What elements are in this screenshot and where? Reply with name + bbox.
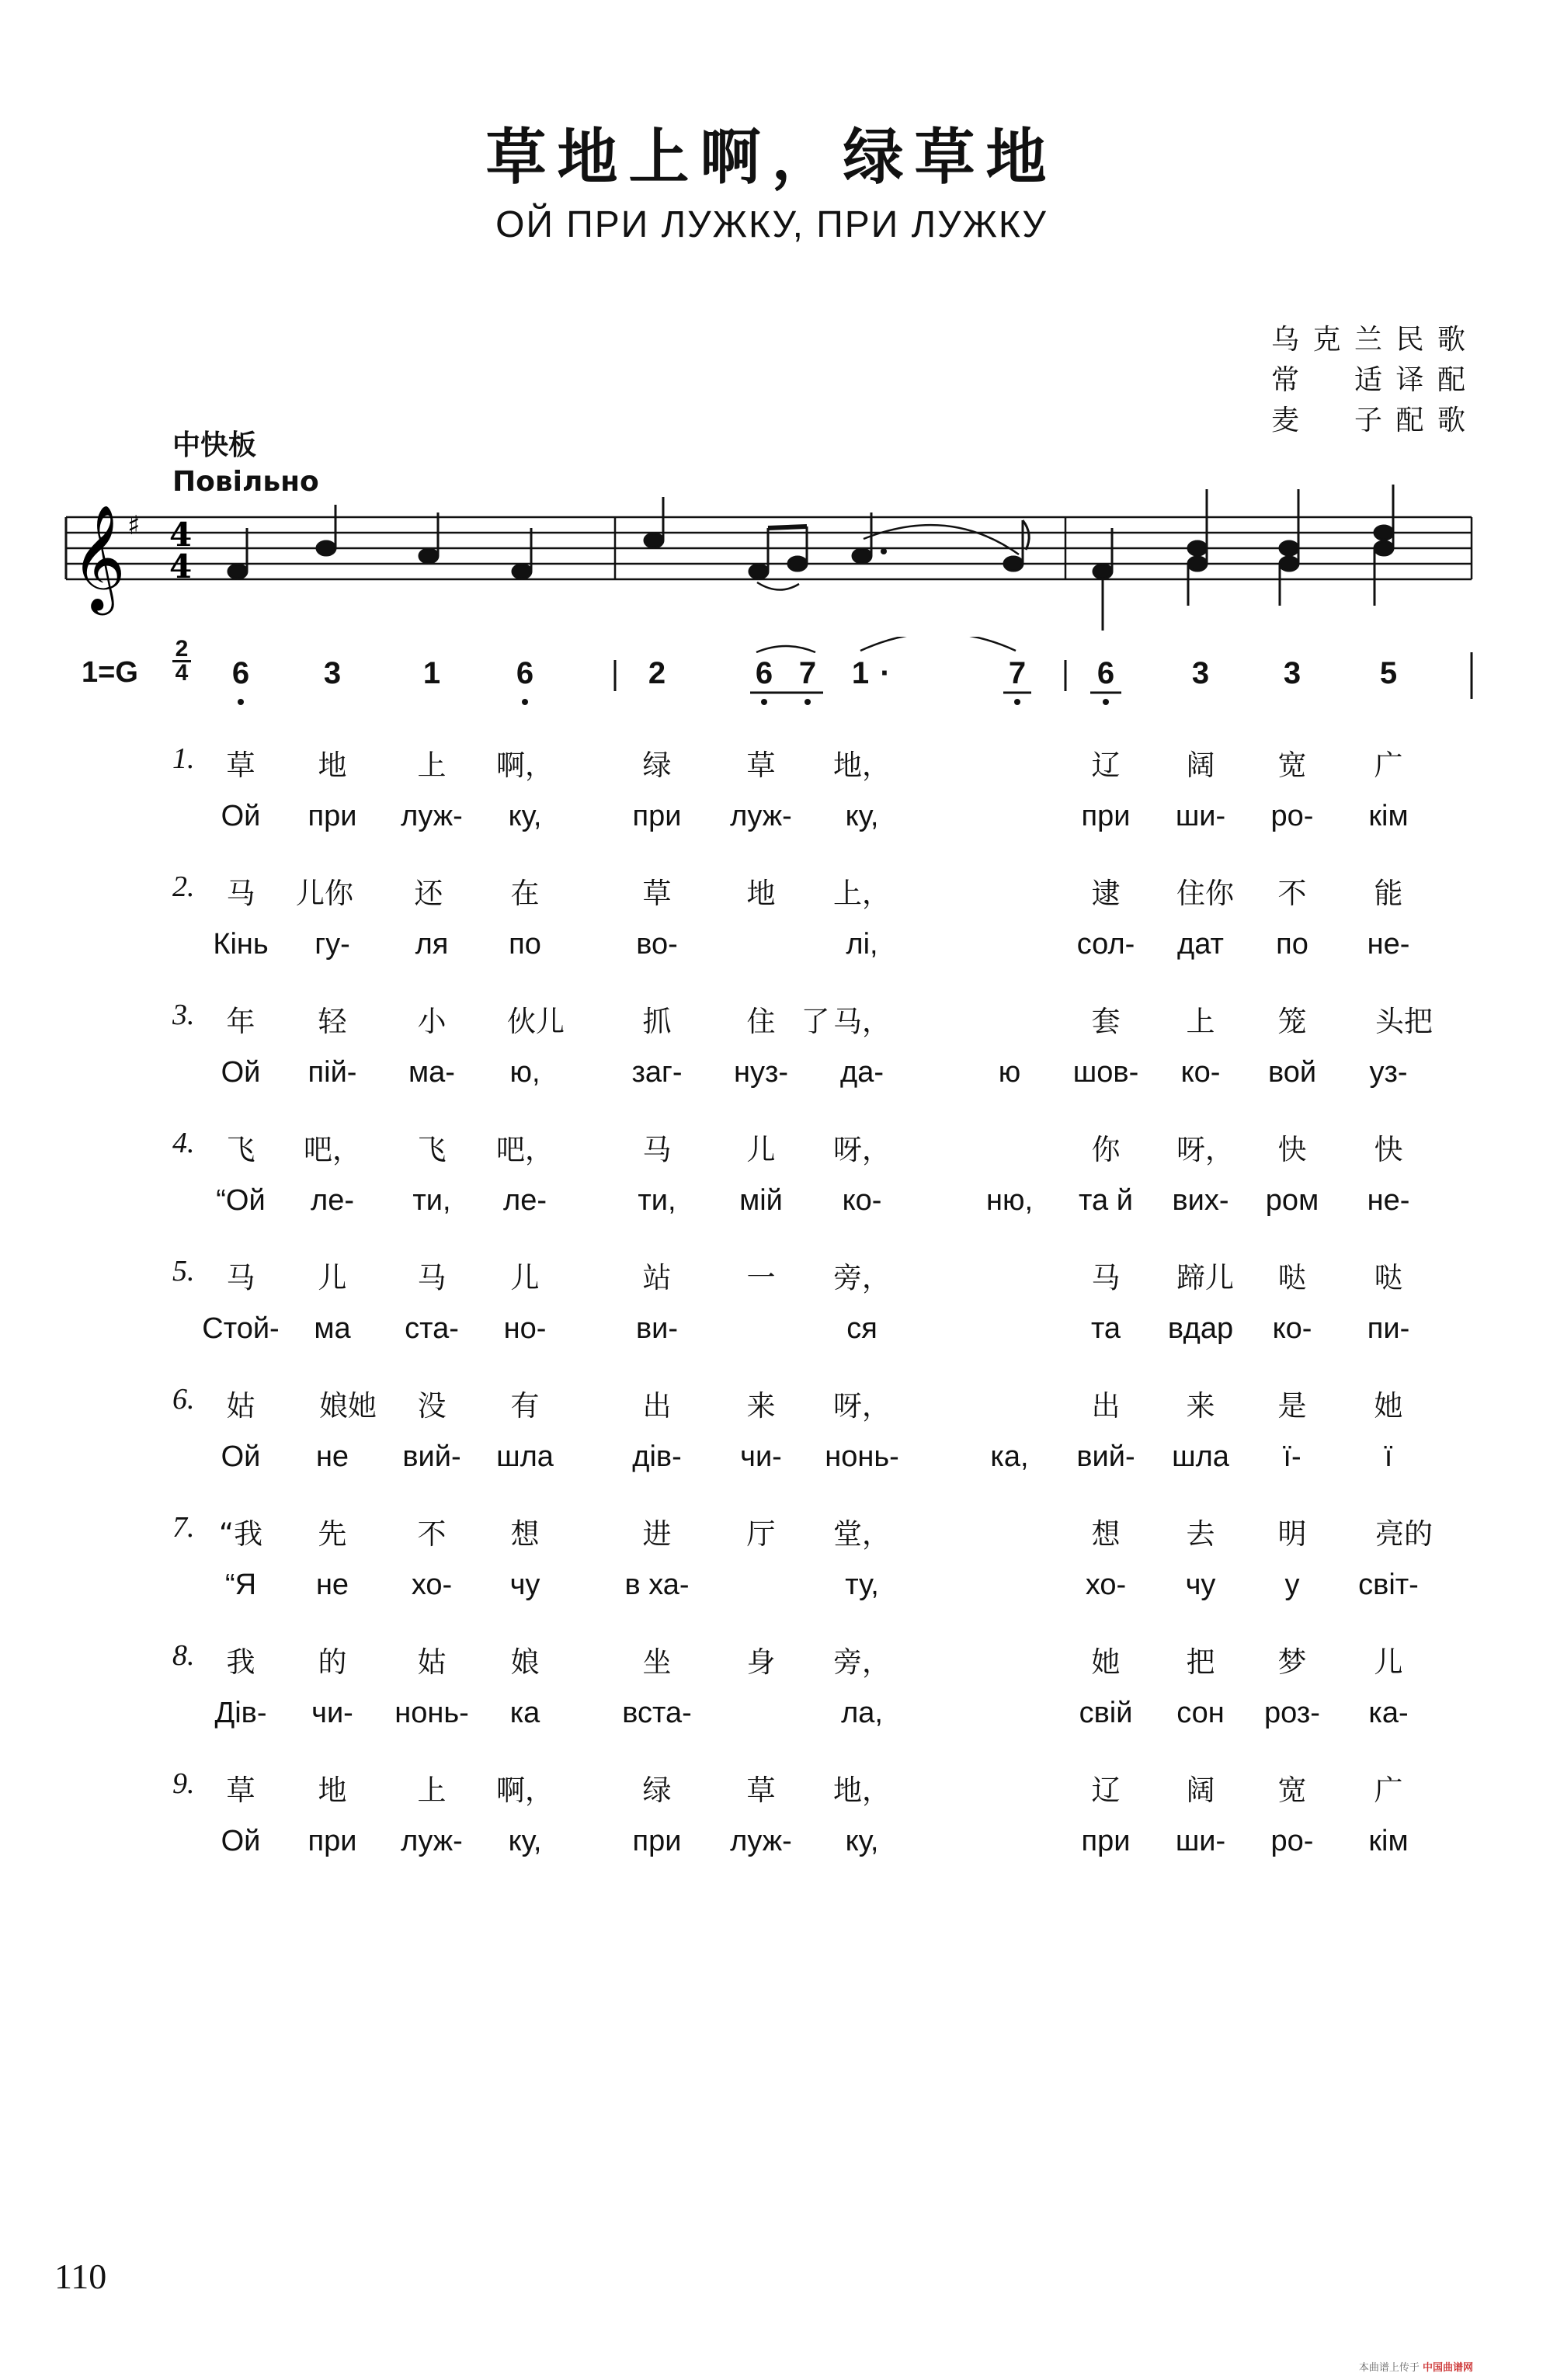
lyric-ua: луж- xyxy=(401,800,463,832)
jianpu-note: 6 xyxy=(755,656,773,690)
lyric-zh: 一 xyxy=(746,1261,776,1294)
lyric-zh: 能 xyxy=(1374,877,1403,910)
jianpu-note: 7 xyxy=(798,656,817,690)
lyric-ua: ку, xyxy=(508,1825,542,1857)
lyric-ua: та xyxy=(1090,1312,1121,1345)
lyric-ua: ї xyxy=(1384,1440,1393,1473)
jianpu-note: 7 xyxy=(1008,656,1027,690)
lyric-zh: 绿 xyxy=(642,1774,672,1807)
lyric-ua: ку, xyxy=(508,800,542,832)
lyric-zh: 草 xyxy=(642,877,672,910)
lyric-ua: ля xyxy=(415,928,449,961)
note-head xyxy=(419,549,438,563)
lyric-ua: ко- xyxy=(1180,1056,1221,1089)
lyric-ua: хо- xyxy=(411,1569,453,1601)
note-head xyxy=(1188,557,1207,571)
lyric-zh: 地 xyxy=(318,749,347,782)
lyric-zh: 辽 xyxy=(1091,749,1121,782)
lyric-zh: 阔 xyxy=(1186,749,1215,782)
lyric-ua: у xyxy=(1284,1569,1300,1601)
lyric-ua: ти, xyxy=(412,1184,451,1217)
lyric-zh: 想 xyxy=(510,1517,540,1551)
note-head xyxy=(228,565,247,578)
note-head xyxy=(513,565,531,578)
sharp-icon: ♯ xyxy=(127,510,141,541)
lyric-ua: ле- xyxy=(503,1184,547,1217)
lyric-ua: вий- xyxy=(402,1440,461,1473)
lyric-zh: 是 xyxy=(1277,1389,1307,1423)
lyric-ua: не- xyxy=(1367,928,1410,961)
lyric-ua: ро- xyxy=(1270,1825,1314,1857)
lyric-ua: кім xyxy=(1368,1825,1409,1857)
lyric-zh: 亮的 xyxy=(1375,1517,1433,1551)
lyric-zh: 飞 xyxy=(417,1133,447,1166)
lyric-zh: 旁， xyxy=(833,1645,891,1679)
lyric-zh: 梦 xyxy=(1277,1645,1307,1679)
lyric-ua: ню, xyxy=(985,1184,1034,1217)
lyric-zh: 蹄儿 xyxy=(1176,1261,1234,1294)
lyric-zh: 笼 xyxy=(1277,1005,1307,1038)
lyric-zh: 了 xyxy=(801,1005,830,1038)
lyric-ua: дат xyxy=(1177,928,1224,961)
lyric-ua: по xyxy=(1276,928,1308,961)
lyric-zh: 不 xyxy=(1277,877,1307,910)
lyric-ua: ї- xyxy=(1283,1440,1301,1473)
lyric-zh: 地， xyxy=(833,1774,891,1807)
lyric-ua: нонь- xyxy=(825,1440,899,1473)
note-head xyxy=(1004,557,1023,571)
lyric-ua: нонь- xyxy=(394,1697,469,1729)
lyric-zh: 草 xyxy=(226,749,255,782)
lyric-zh: 把 xyxy=(1186,1645,1215,1679)
lyric-zh: 姑 xyxy=(226,1389,255,1423)
verse-number: 7. xyxy=(172,1511,195,1544)
lyric-zh: 马， xyxy=(833,1005,891,1038)
lyric-zh: 吧， xyxy=(304,1133,361,1166)
note-head xyxy=(317,541,335,555)
watermark xyxy=(1359,2359,1473,2374)
lyric-zh: 草 xyxy=(746,1774,776,1807)
lyric-ua: при xyxy=(632,800,682,832)
lyric-ua: при xyxy=(632,1825,682,1857)
lyric-zh: 儿 xyxy=(510,1261,540,1294)
credit-translator: 常 适译配 xyxy=(1271,364,1465,396)
lyric-zh: 草 xyxy=(226,1774,255,1807)
lyric-zh: 伙儿 xyxy=(507,1005,565,1038)
lyric-ua: ка, xyxy=(990,1440,1029,1473)
lyric-ua: ста- xyxy=(405,1312,459,1345)
note-head xyxy=(645,533,663,547)
lyric-zh: 宽 xyxy=(1277,1774,1307,1807)
lyric-ua: шов- xyxy=(1072,1056,1139,1089)
tempo-marking-chinese: 中快板 xyxy=(172,429,257,461)
lyric-ua: уз- xyxy=(1369,1056,1408,1089)
lyric-ua: Ой xyxy=(221,1440,261,1473)
lyric-ua: чи- xyxy=(311,1697,353,1729)
lyric-ua: чу xyxy=(509,1569,540,1601)
lyric-ua: світ- xyxy=(1358,1569,1419,1601)
lyric-ua: ро- xyxy=(1270,800,1314,832)
lyric-ua: вдар xyxy=(1167,1312,1234,1345)
jianpu-note: 6 xyxy=(231,656,250,690)
lyric-zh: 在 xyxy=(510,877,540,910)
song-title-chinese: 草地上啊，绿草地 xyxy=(485,123,1058,193)
lyric-ua: та й xyxy=(1079,1184,1133,1217)
tempo-marking-ukrainian: Повільно xyxy=(172,466,319,498)
lyric-zh: “我 xyxy=(218,1517,263,1551)
lyric-ua: вста- xyxy=(622,1697,692,1729)
jianpu-key: 1=G xyxy=(82,656,138,689)
staff-notation xyxy=(0,466,1543,645)
lyric-zh: 小 xyxy=(417,1005,447,1038)
lyric-zh: 儿 xyxy=(1374,1645,1403,1679)
lyric-zh: 儿 xyxy=(746,1133,776,1166)
lyric-ua: в ха- xyxy=(624,1569,690,1601)
lyric-ua: ти, xyxy=(638,1184,676,1217)
lyric-ua: чу xyxy=(1185,1569,1216,1601)
lyric-zh: 上 xyxy=(1186,1005,1215,1038)
lyric-ua: ко- xyxy=(842,1184,882,1217)
lyric-zh: 快 xyxy=(1277,1133,1307,1166)
lyric-ua: Ой xyxy=(221,1056,261,1089)
lyric-ua: хо- xyxy=(1085,1569,1127,1601)
lyric-ua: при xyxy=(308,1825,357,1857)
lyric-ua: дів- xyxy=(632,1440,682,1473)
lyric-ua: при xyxy=(1081,1825,1131,1857)
jianpu-markings xyxy=(0,637,1543,730)
lyric-zh: 儿 xyxy=(318,1261,347,1294)
credit-origin: 乌克兰民歌 xyxy=(1271,324,1465,356)
lyric-zh: 娘 xyxy=(510,1645,540,1679)
lyric-zh: 来 xyxy=(746,1389,776,1423)
time-bottom: 4 xyxy=(175,660,189,686)
lyric-ua: заг- xyxy=(631,1056,683,1089)
lyric-zh: 儿你 xyxy=(296,877,353,910)
lyric-zh: 明 xyxy=(1277,1517,1307,1551)
lyric-zh: 上， xyxy=(833,877,891,910)
verse-number: 8. xyxy=(172,1639,195,1672)
note-head xyxy=(1280,557,1298,571)
lyric-zh: 广 xyxy=(1374,749,1403,782)
note-head xyxy=(1374,526,1393,540)
song-title-ukrainian: ОЙ ПРИ ЛУЖКУ, ПРИ ЛУЖКУ xyxy=(495,204,1048,245)
lyric-zh: 还 xyxy=(414,877,443,910)
lyric-zh: 地 xyxy=(318,1774,347,1807)
lyric-ua: Кінь xyxy=(213,928,269,961)
verse-number: 6. xyxy=(172,1383,195,1416)
tie xyxy=(864,525,1019,554)
lyric-ua: да- xyxy=(840,1056,884,1089)
lyric-ua: не xyxy=(315,1569,349,1601)
lyric-zh: 马 xyxy=(226,877,255,910)
lyric-zh: 你 xyxy=(1091,1133,1121,1166)
lyric-ua: шла xyxy=(496,1440,554,1473)
lyric-zh: 马 xyxy=(1091,1261,1121,1294)
lyric-zh: 宽 xyxy=(1277,749,1307,782)
lyric-zh: 阔 xyxy=(1186,1774,1215,1807)
lyric-ua: ром xyxy=(1265,1184,1319,1217)
jianpu-note: 3 xyxy=(1191,656,1210,690)
lyric-ua: по xyxy=(509,928,541,961)
time-signature-top: 4 xyxy=(169,516,193,554)
lyric-ua: ле- xyxy=(311,1184,354,1217)
lyric-zh: 快 xyxy=(1374,1133,1403,1166)
lyric-zh: 上 xyxy=(417,749,447,782)
lyric-zh: 她 xyxy=(1091,1645,1121,1679)
lyric-zh: 不 xyxy=(417,1517,447,1551)
lyric-ua: “Ой xyxy=(216,1184,266,1217)
lyric-zh: 住你 xyxy=(1176,877,1234,910)
jianpu-note: 2 xyxy=(648,656,666,690)
time-top: 2 xyxy=(175,636,189,662)
lyric-zh: 呀， xyxy=(1176,1133,1234,1166)
lyric-ua: не- xyxy=(1367,1184,1410,1217)
jianpu-note: 5 xyxy=(1379,656,1398,690)
lyric-ua: ка xyxy=(509,1697,540,1729)
lyric-ua: сол- xyxy=(1076,928,1135,961)
lyric-zh: 绿 xyxy=(642,749,672,782)
lyric-zh: 站 xyxy=(642,1261,672,1294)
lyric-ua: луж- xyxy=(730,800,792,832)
lyric-ua: луж- xyxy=(730,1825,792,1857)
lyric-ua: ку, xyxy=(845,1825,879,1857)
lyric-ua: ю xyxy=(998,1056,1021,1089)
lyric-ua: Ой xyxy=(221,1825,261,1857)
watermark-prefix: 本曲谱上传于 xyxy=(1358,2362,1420,2374)
lyric-zh: 想 xyxy=(1091,1517,1121,1551)
lyric-zh: 呀， xyxy=(833,1389,891,1423)
credit-lyricist: 麦 子配歌 xyxy=(1271,405,1465,436)
lyric-ua: при xyxy=(1081,800,1131,832)
lyric-ua: гу- xyxy=(315,928,350,961)
verse-number: 9. xyxy=(172,1767,195,1800)
note-head xyxy=(1093,565,1112,578)
verse-number: 5. xyxy=(172,1255,195,1287)
lyric-ua: ся xyxy=(846,1312,877,1345)
lyric-ua: луж- xyxy=(401,1825,463,1857)
lyric-zh: 坐 xyxy=(642,1645,672,1679)
jianpu-note: 6 xyxy=(1096,656,1115,690)
note-head xyxy=(1374,541,1393,555)
time-signature-bottom: 4 xyxy=(169,547,193,585)
verse-number: 1. xyxy=(172,742,195,775)
lyric-zh: 来 xyxy=(1186,1389,1215,1423)
lyric-ua: мій xyxy=(739,1184,783,1217)
credits-block xyxy=(1271,320,1465,441)
lyric-zh: 抓 xyxy=(642,1005,672,1038)
lyric-zh: 马 xyxy=(642,1133,672,1166)
lyric-ua: не xyxy=(315,1440,349,1473)
verse-number: 3. xyxy=(172,999,195,1031)
lyric-zh: 哒 xyxy=(1277,1261,1307,1294)
lyric-zh: 去 xyxy=(1186,1517,1215,1551)
lyric-zh: 套 xyxy=(1091,1005,1121,1038)
lyric-zh: 地 xyxy=(746,877,776,910)
lyric-ua: Стой- xyxy=(202,1312,280,1345)
lyric-zh: 马 xyxy=(417,1261,447,1294)
lyric-zh: 没 xyxy=(417,1389,447,1423)
lyric-ua: свій xyxy=(1079,1697,1133,1729)
lyric-ua: вий- xyxy=(1076,1440,1135,1473)
lyric-zh: 逮 xyxy=(1091,877,1121,910)
lyric-zh: 哒 xyxy=(1374,1261,1403,1294)
jianpu-note: 1 xyxy=(422,656,441,690)
lyric-ua: ма xyxy=(314,1312,351,1345)
treble-clef-icon: 𝄞 xyxy=(71,503,126,610)
lyric-ua: роз- xyxy=(1264,1697,1320,1729)
lyric-zh: 我 xyxy=(226,1645,255,1679)
lyric-ua: сон xyxy=(1176,1697,1225,1729)
lyric-ua: кім xyxy=(1368,800,1409,832)
lyric-zh: 有 xyxy=(510,1389,540,1423)
note-head xyxy=(749,565,768,578)
jianpu-note: 3 xyxy=(323,656,342,690)
lyric-zh: 厅 xyxy=(746,1517,776,1551)
note-head xyxy=(788,557,807,571)
lyric-zh: 娘她 xyxy=(319,1389,377,1423)
lyric-zh: 年 xyxy=(226,1005,255,1038)
lyric-zh: 出 xyxy=(1091,1389,1121,1423)
lyric-ua: ма- xyxy=(408,1056,455,1089)
lyric-zh: 草 xyxy=(746,749,776,782)
lyric-ua: ко- xyxy=(1272,1312,1312,1345)
lyric-ua: Ой xyxy=(221,800,261,832)
lyric-ua: ка- xyxy=(1368,1697,1409,1729)
lyric-zh: 吧， xyxy=(496,1133,554,1166)
lyric-ua: “Я xyxy=(224,1569,257,1601)
lyric-ua: при xyxy=(308,800,357,832)
lyric-zh: 飞 xyxy=(226,1133,255,1166)
lyric-ua: пи- xyxy=(1367,1312,1410,1345)
lyric-ua: нуз- xyxy=(733,1056,789,1089)
lyric-ua: шла xyxy=(1172,1440,1229,1473)
jianpu-dot: · xyxy=(880,656,891,690)
page-number: 110 xyxy=(54,2257,107,2296)
lyric-ua: ю, xyxy=(509,1056,540,1089)
jianpu-note: 1 xyxy=(851,656,870,690)
lyric-zh: 姑 xyxy=(417,1645,447,1679)
lyric-zh: 住 xyxy=(746,1005,776,1038)
lyric-zh: 旁， xyxy=(833,1261,891,1294)
lyric-zh: 先 xyxy=(318,1517,347,1551)
lyric-zh: 马 xyxy=(226,1261,255,1294)
lyric-ua: ши- xyxy=(1175,1825,1226,1857)
jianpu-note: 6 xyxy=(516,656,534,690)
lyric-ua: Дів- xyxy=(214,1697,267,1729)
lyric-zh: 堂， xyxy=(833,1517,891,1551)
lyric-zh: 广 xyxy=(1374,1774,1403,1807)
lyric-ua: чи- xyxy=(740,1440,782,1473)
lyric-ua: пій- xyxy=(308,1056,357,1089)
lyric-zh: 头把 xyxy=(1375,1005,1433,1038)
note-head xyxy=(1280,541,1298,555)
note-head xyxy=(1188,541,1207,555)
lyric-zh: 进 xyxy=(642,1517,672,1551)
lyric-ua: во- xyxy=(636,928,678,961)
lyric-zh: 上 xyxy=(417,1774,447,1807)
verse-number: 4. xyxy=(172,1127,195,1159)
lyric-zh: 辽 xyxy=(1091,1774,1121,1807)
watermark-site: 中国曲谱网 xyxy=(1422,2362,1473,2374)
jianpu-note: 3 xyxy=(1283,656,1301,690)
lyric-ua: ку, xyxy=(845,800,879,832)
lyric-zh: 啊， xyxy=(496,1774,554,1807)
lyric-ua: вих- xyxy=(1172,1184,1229,1217)
lyric-ua: ви- xyxy=(635,1312,679,1345)
lyric-ua: вой xyxy=(1267,1056,1317,1089)
slur xyxy=(757,582,799,590)
lyric-zh: 地， xyxy=(833,749,891,782)
lyric-ua: ту, xyxy=(845,1569,879,1601)
lyric-zh: 她 xyxy=(1374,1389,1403,1423)
lyric-zh: 的 xyxy=(318,1645,347,1679)
lyric-zh: 出 xyxy=(642,1389,672,1423)
lyric-ua: ши- xyxy=(1175,800,1226,832)
lyric-ua: лі, xyxy=(846,928,878,961)
lyric-ua: но- xyxy=(503,1312,547,1345)
verse-number: 2. xyxy=(172,870,195,903)
lyric-ua: ла, xyxy=(841,1697,883,1729)
lyric-zh: 轻 xyxy=(318,1005,347,1038)
lyric-zh: 身 xyxy=(746,1645,776,1679)
note-head xyxy=(853,549,871,563)
lyric-zh: 啊， xyxy=(496,749,554,782)
lyric-zh: 呀， xyxy=(833,1133,891,1166)
